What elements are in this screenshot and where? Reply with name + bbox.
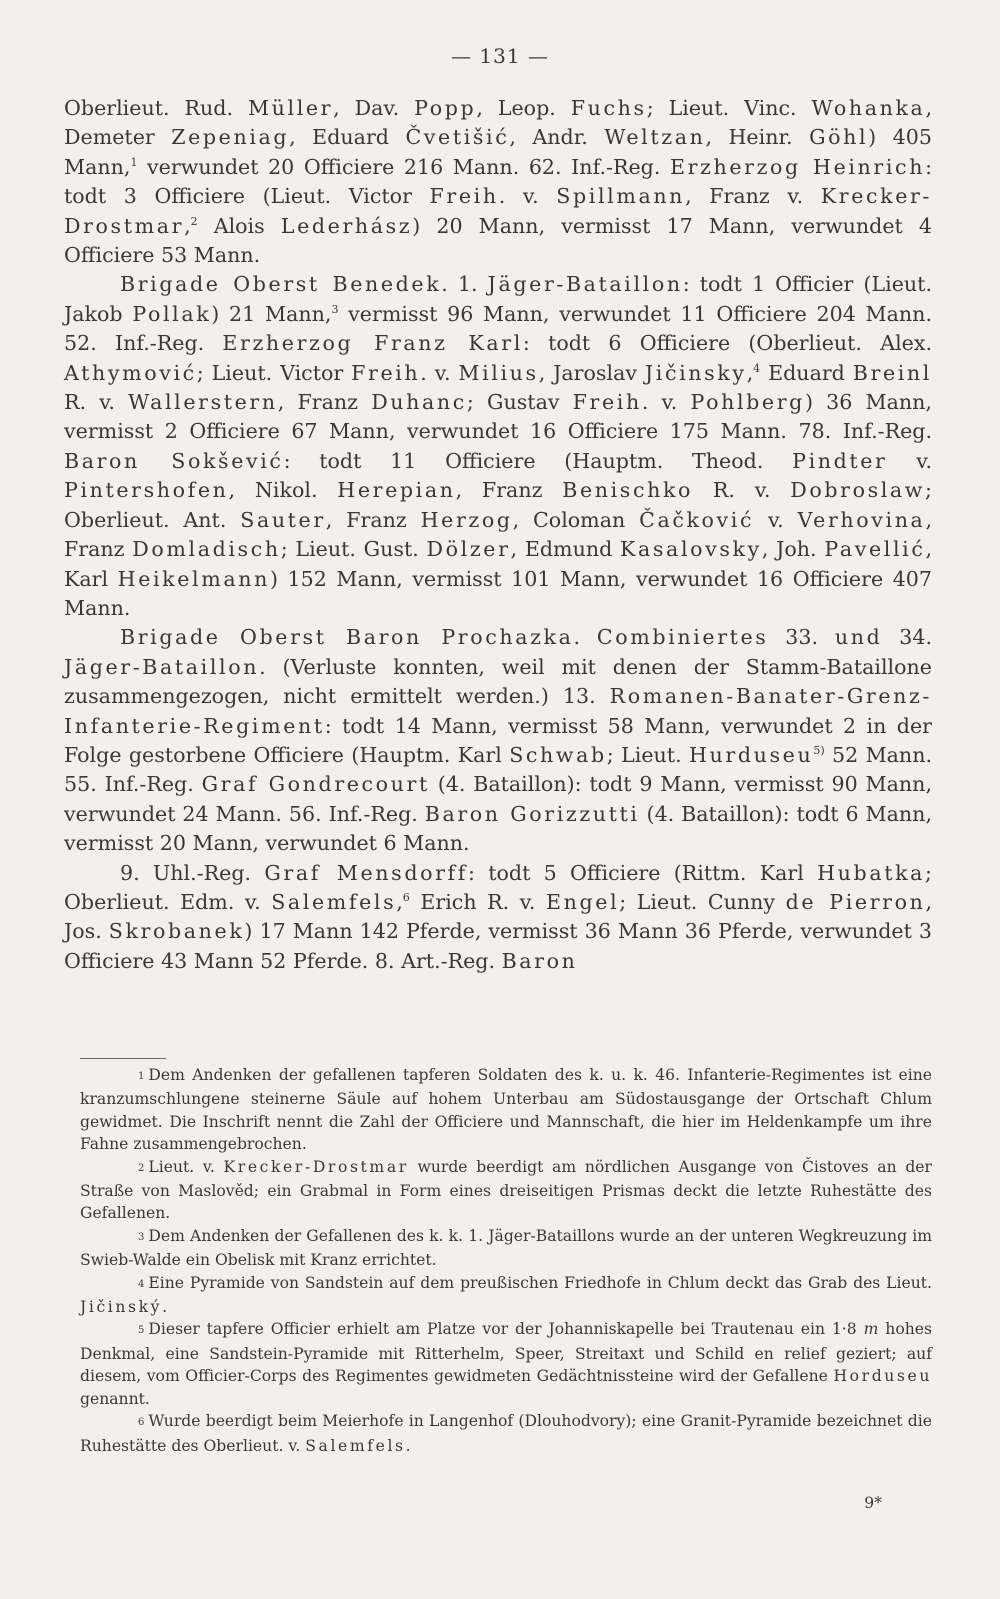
spaced-name: Engel [546,889,620,914]
spaced-name: Baron [501,948,578,973]
spaced-name: Pohlberg [690,390,805,415]
spaced-name: Krecker-Drostmar [223,1157,409,1176]
spaced-name: Krecker-Drostmar [64,184,932,238]
text-run: ) 21 Mann, [211,301,332,326]
text-run: : todt 3 Officiere (Lieut. Victor [64,154,933,209]
text-run: , Jos. [64,889,932,944]
text-run: (4. Bataillon): todt 6 Mann, vermisst 20 Mann, verwundet 6 Mann. [64,801,932,856]
spaced-name: Sauter [240,507,326,532]
text-run: , Franz [64,507,932,562]
footnote-ref: 6 [402,890,410,904]
text-run: , Franz [325,507,421,532]
footnote-number: 4 [138,1278,145,1290]
spaced-name: Lederhász [280,213,413,238]
text-run: 9. Uhl.-Reg. [120,860,265,885]
italic-text: m [863,1320,879,1339]
text-run: ) 36 Mann, vermisst 2 Officiere 67 Mann, verwundet 16 Officiere 175 Mann. 78. Inf.-Reg. [64,390,932,444]
text-run: , Franz [277,390,372,415]
footnote-divider [80,1058,166,1059]
spaced-name: Romanen-Banater-Grenz-Infanterie-Regiment [64,684,932,738]
footnote [80,1064,932,1156]
text-run: Alois [197,213,281,238]
spaced-name: Čvetišić [405,125,510,150]
spaced-name: Baron Gorizzutti [424,801,640,826]
spaced-name: Herepian [337,478,456,503]
footnote-number: 6 [138,1417,145,1429]
spaced-name: Benischko [562,478,694,503]
text-run: 52 Mann. 55. Inf.-Reg. [64,742,932,797]
spaced-name: Salemfels [271,889,397,914]
text-run: , Jaroslav [538,360,645,385]
text-run: v. [754,507,798,532]
spaced-name: Duhanc [371,390,467,415]
spaced-name: Skrobanek [108,919,245,944]
text-run: , [396,889,403,914]
text-run: Dem Andenken der Gefallenen des k. k. 1. Jäger-Bataillons wurde an der unteren Wegkreuzung im Swieb-Walde ein Obelisk mit Kranz errichtet. [80,1226,932,1270]
footnote-number: 3 [138,1231,145,1243]
text-run: Erich R. v. [409,889,547,914]
spaced-name: Combiniertes [596,625,769,650]
spaced-name: Dobroslaw [790,478,926,503]
text-run: ; Oberlieut. Edm. v. [64,860,932,914]
spaced-name: Breinl [852,360,932,385]
text-run: . [573,625,597,650]
signature-mark: 9* [864,1494,882,1512]
text-run: (4. Bataillon): todt 9 Mann, vermisst 90 Mann, verwundet 24 Mann. 56. Inf.-Reg. [64,772,932,826]
text-run: , Joh. [761,537,825,562]
text-run: ; Lieut. [606,742,689,767]
text-run: , Andr. [509,125,605,150]
spaced-name: Brigade Oberst Benedek [120,272,442,297]
footnote-ref: 3 [331,302,339,316]
text-run: , [184,213,191,238]
spaced-name: Jičinský [80,1298,163,1317]
text-run: : todt 1 Officier (Lieut. Jakob [64,272,932,326]
text-run: Eine Pyramide von Sandstein auf dem preußischen Friedhofe in Chlum deckt das Grab des Lieut. [148,1273,932,1292]
text-run: wurde beerdigt am nördlichen Ausgange von Čistoves an der Straße von Maslověd; ein Grabmal in Form eines dreiseitigen Prismas deckt die letzte Ruhestätte des Gefallenen. [80,1157,932,1223]
text-run: . v. [498,184,557,209]
text-run: , Franz v. [685,184,821,209]
text-run: Dem Andenken der gefallenen tapferen Soldaten des k. u. k. 46. Infanterie-Regimentes ist eine kranzumschlungene steinerne Säule auf hohem Unterbau am Südostausgange der Ortschaft Chlum gewidmet. Die Inschrift nennt die Zahl der Officiere und Mannschaft, die hier im Heldenkampfe um ihre Fahne zusammengebrochen. [80,1066,932,1154]
text-run: ) 405 Mann, [64,125,932,179]
text-run: , Leop. [476,96,571,120]
spaced-name: Jäger-Bataillon [487,272,683,297]
spaced-name: Schwab [509,742,607,767]
footnote [80,1156,932,1225]
text-run: ; Lieut. Cunny [619,889,786,914]
text-run: , Demeter [64,96,932,150]
spaced-name: Hurduseu [689,742,814,767]
spaced-name: Freih [572,390,642,415]
paragraph [64,270,932,623]
text-run: : todt 5 Officiere (Rittm. Karl [468,860,818,885]
spaced-name: Freih [351,360,421,385]
text-run: . v. [420,360,459,385]
footnote-number: 5 [138,1325,145,1337]
spaced-name: Horduseu [833,1367,932,1386]
paragraph [64,859,932,977]
footnote-ref: 5) [813,743,825,757]
text-run: ; Lieut. Victor [196,360,352,385]
spaced-name: Dölzer [426,537,511,562]
spaced-name: Freih [429,184,499,209]
footnote [80,1272,932,1319]
text-run: R. v. [693,478,791,503]
spaced-name: Graf Mensdorff [264,860,468,885]
text-run: ) 20 Mann, vermisst 17 Mann, verwundet 4 Officiere 53 Mann. [64,213,932,268]
spaced-name: Verhovina [797,507,926,532]
text-run: ) 152 Mann, vermisst 101 Mann, verwundet 16 Officiere 407 Mann. [64,566,932,620]
spaced-name: Herzog [420,507,513,532]
text-run: , Coloman [512,507,640,532]
footnote-number: 1 [138,1071,145,1082]
spaced-name: de Pierron [785,889,926,914]
text-run: . [405,1436,411,1455]
spaced-name: Pavellić [824,537,926,562]
text-run: ) 17 Mann 142 Pferde, vermisst 36 Mann 36 Pferde, verwundet 3 Officiere 43 Mann 52 Pferde. 8. Art.-Reg. [64,919,932,973]
text-run: ; Lieut. Gust. [280,537,427,562]
footnote [80,1225,932,1272]
spaced-name: Pintershofen [64,478,229,503]
footnote-number: 2 [138,1162,145,1174]
spaced-name: Čačković [639,507,755,532]
spaced-name: Göhl [809,125,869,150]
spaced-name: Fuchs [570,96,647,120]
spaced-name: Pindter [792,448,888,473]
text-run: hohes Denkmal, eine Sandstein-Pyramide mit Ritterhelm, Speer, Streitaxt und Schild en relief geziert; auf diesem, vom Officier-Corps des Regimentes gewidmeten Gedächtnissteine wird der Gefallene [80,1320,932,1386]
text-run: 34. [882,625,932,650]
spaced-name: Salemfels [305,1436,406,1455]
spaced-name: Wohanka [811,96,926,120]
page-number: — 131 — [451,44,549,68]
footnote-ref: 2 [190,214,198,228]
text-run: 33. [768,625,835,650]
spaced-name: Domladisch [132,537,281,562]
text-run: , Karl [64,537,933,591]
text-run: , Franz [455,478,563,503]
spaced-name: Jäger-Bataillon [64,654,260,679]
spaced-name: Erzherzog Franz Karl [222,331,523,356]
text-run: Oberlieut. Rud. [64,96,248,120]
spaced-name: Popp [414,96,477,120]
spaced-name: Hubatka [817,860,926,885]
text-run: , Dav. [333,96,415,120]
text-run: ; Gustav [466,390,573,415]
text-run: , Nikol. [228,478,338,503]
footnote-ref: 1 [130,155,138,169]
text-run: v. [887,448,932,473]
footnote [80,1410,932,1457]
text-run: . (Verluste konnten, weil mit denen der Stamm-Bataillone zusammengezogen, nicht ermittelt werden.) 13. [64,654,932,709]
spaced-name: Baron Sokšević [64,448,284,473]
text-run: . 1. [441,272,488,297]
spaced-name: Wallerstern [128,390,278,415]
spaced-name: Zepeniag [171,125,290,150]
spaced-name: Erzherzog Heinrich [669,154,926,179]
text-run: , [746,360,754,385]
text-run: . v. [641,390,691,415]
text-run: : todt 6 Officiere (Oberlieut. Alex. [522,331,932,356]
text-run: Wurde beerdigt beim Meierhofe in Langenhof (Dlouhodvory); eine Granit-Pyramide bezeichnet die Ruhestätte des Oberlieut. v. [80,1412,932,1455]
text-run: Lieut. v. [148,1157,224,1176]
text-run: ; Oberlieut. Ant. [64,478,932,532]
spaced-name: Kasalovsky [620,537,762,562]
spaced-name: Jičinsky [644,360,747,385]
paragraph [64,94,932,270]
spaced-name: Brigade Oberst Baron Prochazka [120,625,574,650]
text-run: Dieser tapfere Officier erhielt am Platze vor der Johanniskapelle bei Trautenau ein 1·8 [148,1320,864,1339]
spaced-name: Müller [247,96,334,120]
text-run: R. v. [64,390,129,415]
spaced-name: Milius [458,360,539,385]
main-text [64,94,932,976]
text-run: , Edmund [510,537,621,562]
spaced-name: Heikelmann [117,566,270,591]
footnote-ref: 4 [753,361,761,375]
text-run: genannt. [80,1389,150,1408]
text-run: : todt 14 Mann, vermisst 58 Mann, verwundet 2 in der Folge gestorbene Officiere (Hauptm. Karl [64,713,932,767]
text-run: . [162,1298,168,1317]
text-run: verwundet 20 Officiere 216 Mann. 62. Inf.-Reg. [137,154,670,179]
spaced-name: Spillmann [556,184,686,209]
footnote [80,1318,932,1410]
spaced-name: und [834,625,883,650]
spaced-name: Weltzan [604,125,706,150]
text-run: vermisst 96 Mann, verwundet 11 Officiere 204 Mann. 52. Inf.-Reg. [64,301,932,356]
spaced-name: Athymović [64,360,197,385]
footnotes [80,1064,932,1457]
text-run: : todt 11 Officiere (Hauptm. Theod. [283,448,793,473]
text-run: Eduard [760,360,853,385]
spaced-name: Graf Gondrecourt [201,772,430,797]
text-run: , Heinr. [705,125,810,150]
paragraph [64,623,932,858]
spaced-name: Pollak [132,301,212,326]
text-run: , Eduard [289,125,406,150]
text-run: ; Lieut. Vinc. [646,96,812,120]
